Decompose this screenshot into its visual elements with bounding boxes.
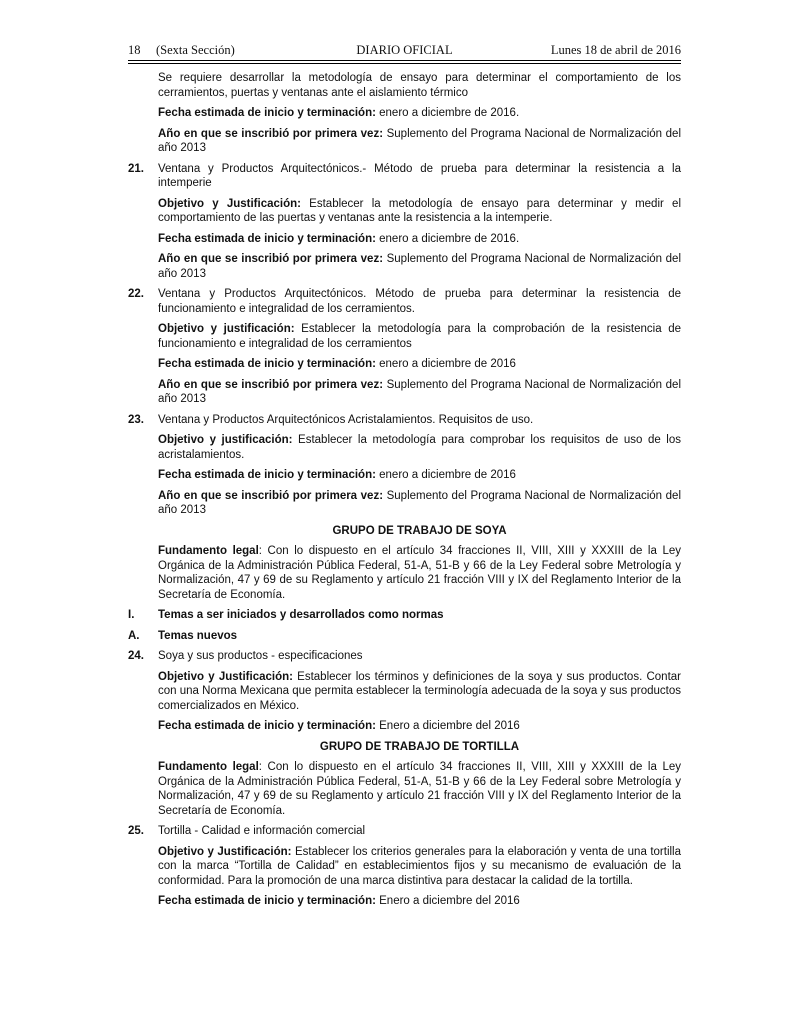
outline-item [128,629,681,644]
objetivo-label: Objetivo y justificación: [158,323,295,335]
item-anio [158,252,681,281]
item-objetivo [158,197,681,226]
item-objetivo [158,433,681,462]
anio-label: Año en que se inscribió por primera vez: [158,378,384,391]
item-number: 22. [128,288,144,300]
header-rule-thick [128,60,681,61]
item-anio [158,378,681,407]
anio-value: Suplemento del Programa Nacional de Normalización del año 2013 [158,489,681,516]
list-item [128,413,681,428]
anio-label: Año en que se inscribió por primera vez: [158,127,384,140]
item-title: Tortilla - Calidad e información comercial [158,825,366,837]
document-body [128,71,681,915]
publication-date: Lunes 18 de abril de 2016 [550,43,681,57]
anio-value: Suplemento del Programa Nacional de Normalización del año 2013 [158,127,681,154]
anio-value: Suplemento del Programa Nacional de Normalización del año 2013 [158,378,681,405]
section-label: (Sexta Sección) [156,43,235,57]
objetivo-label: Objetivo y Justificación: [158,845,292,858]
fecha-value: enero a diciembre de 2016. [375,232,520,245]
publication-title: DIARIO OFICIAL [356,43,453,57]
item-objetivo [158,845,681,889]
item-objetivo [158,322,681,351]
intro-anio [158,127,681,156]
item-number: 21. [128,162,144,175]
fecha-label: Fecha estimada de inicio y terminación: [158,107,376,119]
outline-text: Temas a ser iniciados y desarrollados como normas [158,609,444,621]
intro-fecha [158,106,681,121]
item-title: Ventana y Productos Arquitectónicos.- Método de prueba para determinar la resistencia a la intemperie [158,162,681,189]
section-heading-soya: GRUPO DE TRABAJO DE SOYA [332,524,507,537]
outline-number: I. [128,609,135,621]
fecha-value: enero a diciembre de 2016 [375,358,516,370]
soya-fundamento [158,544,681,602]
item-title: Ventana y Productos Arquitectónicos Acristalamientos. Requisitos de uso. [158,413,534,426]
page-number: 18 [128,43,141,57]
objetivo-label: Objetivo y justificación: [158,434,293,446]
fundamento-value: : Con lo dispuesto en el artículo 34 fracciones II, VIII, XIII y XXXIII de la Ley Orgánica de la Administración Pública Federal, 51-A, 51-B y 66 de la Ley Federal sobre Metrología y Normalización, 47 y 69 de su Reglamento y artículo 21 fracción VIII y IX del Reglamento Interior de la Secretaría de Economía. [158,761,681,817]
objetivo-label: Objetivo y Justificación: [158,670,293,683]
fecha-label: Fecha estimada de inicio y terminación: [158,469,376,481]
objetivo-value: Establecer los términos y definiciones de la soya y sus productos. Contar con una Norma Mexicana que permita establecer la terminología adecuada de la soya y sus productos comercializados en México. [158,670,681,712]
item-fecha [158,894,681,909]
objetivo-value: Establecer la metodología para comprobar los requisitos de uso de los acristalamientos. [158,434,682,461]
fecha-label: Fecha estimada de inicio y terminación: [158,720,376,732]
list-item [128,162,681,191]
item-number: 23. [128,413,144,426]
header-rule-thin [128,63,681,64]
item-number: 24. [128,650,144,662]
item-number: 25. [128,825,144,837]
fecha-label: Fecha estimada de inicio y terminación: [158,232,376,245]
fundamento-value: : Con lo dispuesto en el artículo 34 fracciones II, VIII, XIII y XXXIII de la Ley Orgánica de la Administración Pública Federal, 51-A, 51-B y 66 de la Ley Federal sobre Metrología y Normalización, 47 y 69 de su Reglamento y artículo 21 fracción VIII y IX del Reglamento Interior de la Secretaría de Economía. [158,545,681,601]
item-anio [158,489,681,518]
item-fecha [158,357,681,372]
section-heading-tortilla: GRUPO DE TRABAJO DE TORTILLA [319,740,520,753]
objetivo-label: Objetivo y Justificación: [158,197,301,210]
fecha-value: Enero a diciembre del 2016 [375,720,520,732]
fundamento-label: Fundamento legal [158,761,259,773]
fecha-label: Fecha estimada de inicio y terminación: [158,358,376,370]
fecha-label: Fecha estimada de inicio y terminación: [158,895,376,907]
objetivo-value: Establecer la metodología para la comprobación de la resistencia de funcionamiento e integralidad de los cerramientos [158,323,682,350]
fecha-value: Enero a diciembre del 2016 [375,895,520,907]
fundamento-label: Fundamento legal [158,545,259,557]
objetivo-value: Establecer los criterios generales para la elaboración y venta de una tortilla con la marca “Tortilla de Calidad” en establecimientos fijos y su mecanismo de evaluación de la conformidad. Para la promoción de una marca distintiva para destacar la calidad de la tortilla. [158,845,682,887]
list-item [128,824,681,839]
objetivo-value: Establecer la metodología de ensayo para determinar y medir el comportamiento de las puertas y ventanas ante la resistencia a la intemperie. [158,197,681,224]
item-objetivo [158,670,681,714]
item-title: Ventana y Productos Arquitectónicos. Método de prueba para determinar la resistencia de funcionamiento e integralidad de los cerramientos. [158,288,681,315]
anio-label: Año en que se inscribió por primera vez: [158,489,384,502]
outline-item [128,608,681,623]
list-item [128,287,681,316]
tortilla-fundamento [158,760,681,818]
item-fecha [158,232,681,247]
item-title: Soya y sus productos - especificaciones [158,650,363,662]
intro-paragraph: Se requiere desarrollar la metodología de ensayo para determinar el comportamiento de los cerramientos, puertas y ventanas ante el aislamiento térmico [158,72,681,99]
anio-value: Suplemento del Programa Nacional de Normalización del año 2013 [158,253,681,280]
list-item [128,649,681,664]
outline-text: Temas nuevos [158,629,238,642]
fecha-value: enero a diciembre de 2016 [375,469,516,481]
item-fecha [158,719,681,734]
outline-number: A. [128,629,140,642]
page-header [128,40,681,62]
anio-label: Año en que se inscribió por primera vez: [158,253,384,265]
item-fecha [158,468,681,483]
fecha-value: enero a diciembre de 2016. [375,107,520,119]
